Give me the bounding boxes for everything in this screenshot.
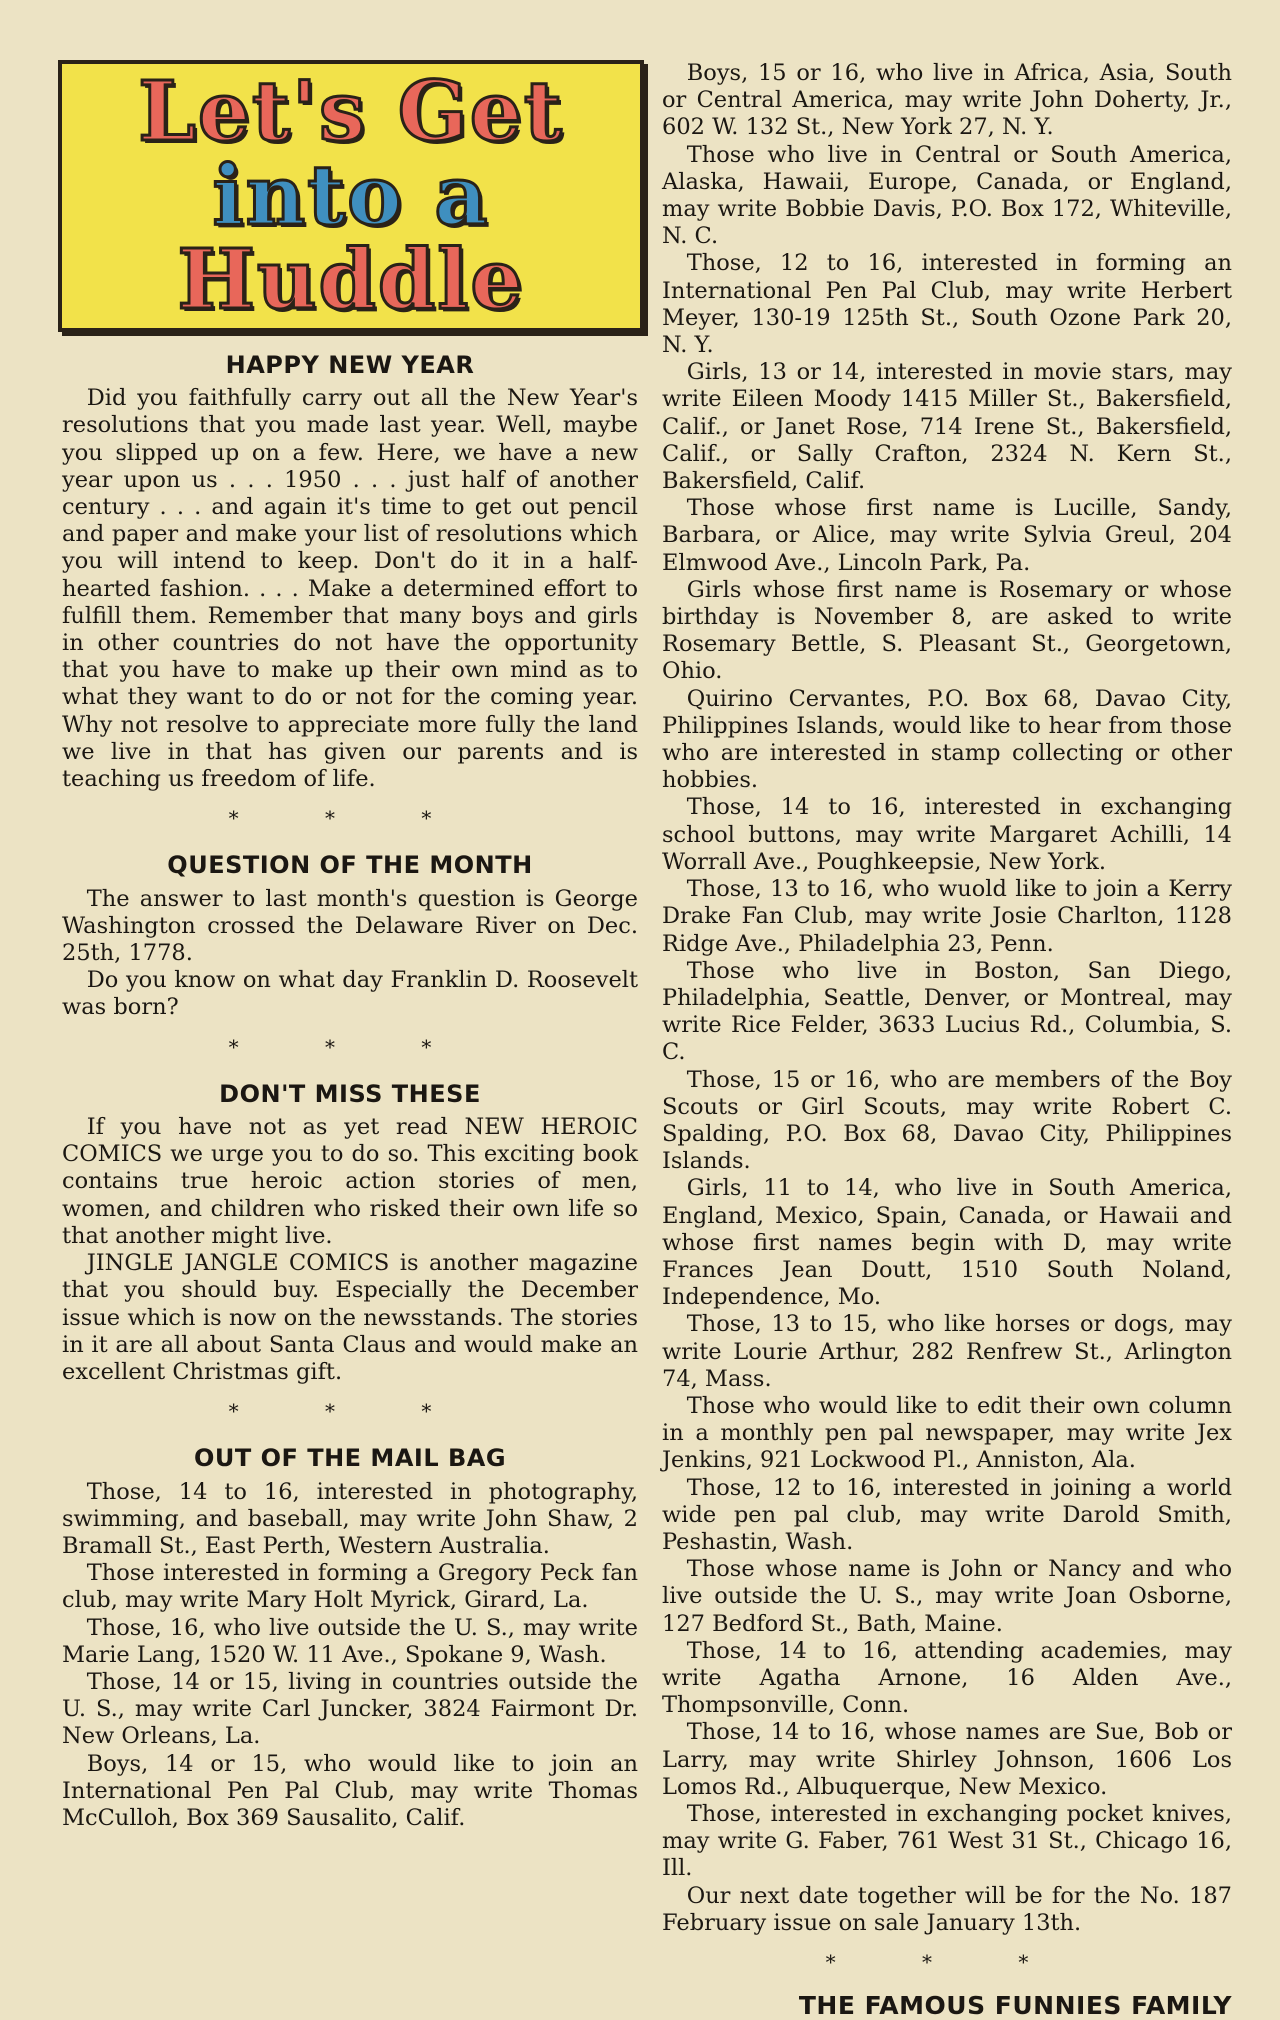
title-line-2: into a (212, 148, 490, 244)
title-banner (58, 60, 644, 332)
right-column (662, 60, 1232, 2019)
separator-stars: * * * (825, 1950, 1069, 1975)
dont-miss-text-1: If you have not as yet read NEW HEROIC COMICS we urge you to do so. This exciting book contains true heroic action stories of men, women, and children who risked their own life so that another might live. (62, 1114, 638, 1249)
mail-bag-item: Boys, 15 or 16, who live in Africa, Asia, South or Central America, may write John Doherty, Jr., 602 W. 132 St., New York 27, N. Y. (662, 60, 1232, 141)
mail-bag-item: Girls, 11 to 14, who live in South America, England, Mexico, Spain, Canada, or Hawaii and whose first names begin with D, may write Frances Jean Doutt, 1510 South Noland, Independence, Mo. (662, 1175, 1232, 1311)
mail-bag-item: Those, 13 to 16, who wuold like to join a Kerry Drake Fan Club, may write Josie Charlton, 1128 Ridge Ave., Philadelphia 23, Penn. (662, 876, 1232, 957)
mail-bag-item: Those who would like to edit their own column in a monthly pen pal newspaper, may write Jex Jenkins, 921 Lockwood Pl., Anniston, Ala. (662, 1392, 1232, 1474)
mail-bag-heading: OUT OF THE MAIL BAG (193, 1444, 507, 1473)
mail-bag-item: Those whose first name is Lucille, Sandy, Barbara, or Alice, may write Sylvia Greul, 204 Elmwood Ave., Lincoln Park, Pa. (662, 495, 1232, 576)
mail-bag-item: Girls, 13 or 14, interested in movie stars, may write Eileen Moody 1415 Miller St., Bakersfield, Calif., or Janet Rose, 714 Irene St., Bakersfield, Calif., or Sally Crafton, 2324 N. Kern St., Bakersfield, Calif. (662, 359, 1232, 495)
footer-signature: THE FAMOUS FUNNIES FAMILY (798, 1991, 1232, 2020)
mail-bag-item: Boys, 14 or 15, who would like to join an International Pen Pal Club, may write Thomas McCulloh, Box 369 Sausalito, Calif. (62, 1750, 638, 1831)
separator-stars: * * * (228, 1399, 472, 1424)
separator-stars: * * * (228, 1034, 472, 1059)
mail-bag-item: Those, 15 or 16, who are members of the Boy Scouts or Girl Scouts, may write Robert C. Spalding, P.O. Box 68, Davao City, Philippines Islands. (662, 1066, 1232, 1175)
title-line-1: Let's Get (138, 64, 564, 160)
mail-bag-item: Those who live in Boston, San Diego, Philadelphia, Seattle, Denver, or Montreal, may write Rice Felder, 3633 Lucius Rd., Columbia, S. C. (662, 957, 1232, 1066)
mail-bag-item: Those, 14 or 15, living in countries outside the U. S., may write Carl Juncker, 3824 Fairmont Dr. New Orleans, La. (62, 1668, 638, 1750)
mail-bag-item: Our next date together will be for the No. 187 February issue on sale January 13th. (662, 1882, 1232, 1936)
happy-new-year-text: Did you faithfully carry out all the New Year's resolutions that you made last year. Well, maybe you slipped up on a few. Here, we have a new year upon us . . . 1950 . . . just half of another century . . . and again it's time to get out pencil and paper and make your list of resolutions which you will intend to keep. Don't do it in a half-hearted fashion. . . . Make a determined effort to fulfill them. Remember that many boys and girls in other countries do not have the opportunity that you have to make up their own mind as to what they want to do or not for the coming year. Why not resolve to appreciate more fully the land we live in that has given our parents and is teaching us freedom of life. (62, 385, 638, 793)
separator-stars: * * * (228, 806, 472, 831)
dont-miss-heading: DON'T MISS THESE (219, 1079, 481, 1108)
mail-bag-item: Quirino Cervantes, P.O. Box 68, Davao City, Philippines Islands, would like to hear from those who are interested in stamp collecting or other hobbies. (662, 685, 1232, 794)
mail-bag-item: Those whose name is John or Nancy and who live outside the U. S., may write Joan Osborne, 127 Bedford St., Bath, Maine. (662, 1556, 1232, 1637)
mail-bag-item: Those, 14 to 16, interested in exchanging school buttons, may write Margaret Achilli, 14 Worrall Ave., Poughkeepsie, New York. (662, 794, 1232, 875)
dont-miss-text-2: JINGLE JANGLE COMICS is another magazine that you should buy. Especially the December issue which is now on the newsstands. The stories in it are all about Santa Claus and would make an excellent Christmas gift. (62, 1250, 638, 1385)
mail-bag-item: Those, 14 to 16, interested in photography, swimming, and baseball, may write John Shaw, 2 Bramall St., East Perth, Western Australia. (62, 1478, 638, 1559)
mail-bag-item: Those, 14 to 16, attending academies, may write Agatha Arnone, 16 Alden Ave., Thompsonville, Conn. (662, 1637, 1232, 1719)
mail-bag-item: Girls whose first name is Rosemary or whose birthday is November 8, are asked to write Rosemary Bettle, S. Pleasant St., Georgetown, Ohio. (662, 576, 1232, 685)
mail-bag-item: Those, 12 to 16, interested in forming an International Pen Pal Club, may write Herbert Meyer, 130-19 125th St., South Ozone Park 20, N. Y. (662, 250, 1232, 359)
question-text: Do you know on what day Franklin D. Roosevelt was born? (62, 967, 638, 1021)
mail-bag-item: Those, 13 to 15, who like horses or dogs, may write Lourie Arthur, 282 Renfrew St., Arlington 74, Mass. (662, 1311, 1232, 1392)
title-line-3: Huddle (177, 232, 525, 328)
happy-new-year-heading: HAPPY NEW YEAR (225, 351, 475, 379)
mail-bag-item: Those, 16, who live outside the U. S., may write Marie Lang, 1520 W. 11 Ave., Spokane 9, Wash. (62, 1614, 638, 1668)
left-column (62, 60, 638, 1832)
mail-bag-item: Those, 14 to 16, whose names are Sue, Bob or Larry, may write Shirley Johnson, 1606 Los Lomos Rd., Albuquerque, New Mexico. (662, 1719, 1232, 1800)
question-answer-text: The answer to last month's question is George Washington crossed the Delaware River on Dec. 25th, 1778. (62, 885, 638, 967)
mail-bag-item: Those, 12 to 16, interested in joining a world wide pen pal club, may write Darold Smith, Peshastin, Wash. (662, 1474, 1232, 1555)
question-heading: QUESTION OF THE MONTH (167, 851, 533, 880)
mail-bag-item: Those, interested in exchanging pocket knives, may write G. Faber, 761 West 31 St., Chicago 16, Ill. (662, 1801, 1232, 1882)
mail-bag-item: Those who live in Central or South America, Alaska, Hawaii, Europe, Canada, or England, may write Bobbie Davis, P.O. Box 172, Whiteville, N. C. (662, 141, 1232, 250)
mail-bag-item: Those interested in forming a Gregory Peck fan club, may write Mary Holt Myrick, Girard, La. (62, 1560, 638, 1614)
